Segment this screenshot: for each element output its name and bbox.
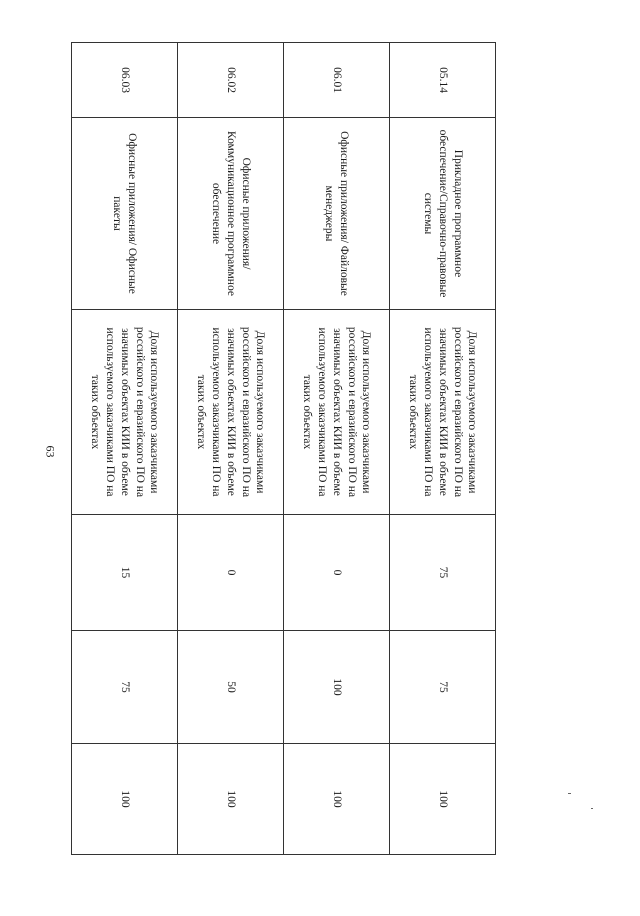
row-indicator: Доля используемого заказчиками российского и евразийского ПО на значимых объектах КИИ в объеме используемого заказчиками ПО на таких объектах bbox=[72, 310, 178, 515]
rotated-table-content bbox=[71, 42, 496, 854]
row-value-3: 100 bbox=[178, 744, 284, 855]
row-value-2: 75 bbox=[72, 631, 178, 744]
row-value-2: 100 bbox=[284, 631, 390, 744]
row-code: 06.03 bbox=[72, 43, 178, 118]
row-code: 05.14 bbox=[390, 43, 496, 118]
row-value-1: 0 bbox=[284, 515, 390, 631]
table-row bbox=[72, 43, 178, 855]
row-code: 06.01 bbox=[284, 43, 390, 118]
row-name: Офисные приложения/ Офисные пакеты bbox=[72, 118, 178, 310]
row-indicator: Доля используемого заказчиками российского и евразийского ПО на значимых объектах КИИ в объеме используемого заказчиками ПО на таких объектах bbox=[284, 310, 390, 515]
row-name: Прикладное программное обеспечение/Справочно-правовые системы bbox=[390, 118, 496, 310]
row-value-3: 100 bbox=[284, 744, 390, 855]
row-value-2: 75 bbox=[390, 631, 496, 744]
row-value-3: 100 bbox=[72, 744, 178, 855]
scan-speck bbox=[591, 808, 593, 809]
row-value-1: 15 bbox=[72, 515, 178, 631]
rotated-table-frame bbox=[71, 42, 496, 854]
row-value-3: 100 bbox=[390, 744, 496, 855]
row-code: 06.02 bbox=[178, 43, 284, 118]
row-indicator: Доля используемого заказчиками российского и евразийского ПО на значимых объектах КИИ в объеме используемого заказчиками ПО на таких объектах bbox=[390, 310, 496, 515]
row-value-2: 50 bbox=[178, 631, 284, 744]
table-row bbox=[390, 43, 496, 855]
row-name: Офисные приложения/ Файловые менеджеры bbox=[284, 118, 390, 310]
row-name: Офисные приложения/ Коммуникационное программное обеспечение bbox=[178, 118, 284, 310]
table-row bbox=[178, 43, 284, 855]
row-value-1: 75 bbox=[390, 515, 496, 631]
scan-speck bbox=[568, 793, 571, 794]
page-number: 63 bbox=[43, 445, 58, 458]
row-indicator: Доля используемого заказчиками российского и евразийского ПО на значимых объектах КИИ в объеме используемого заказчиками ПО на таких объектах bbox=[178, 310, 284, 515]
table-row bbox=[284, 43, 390, 855]
data-table bbox=[71, 42, 496, 855]
row-value-1: 0 bbox=[178, 515, 284, 631]
